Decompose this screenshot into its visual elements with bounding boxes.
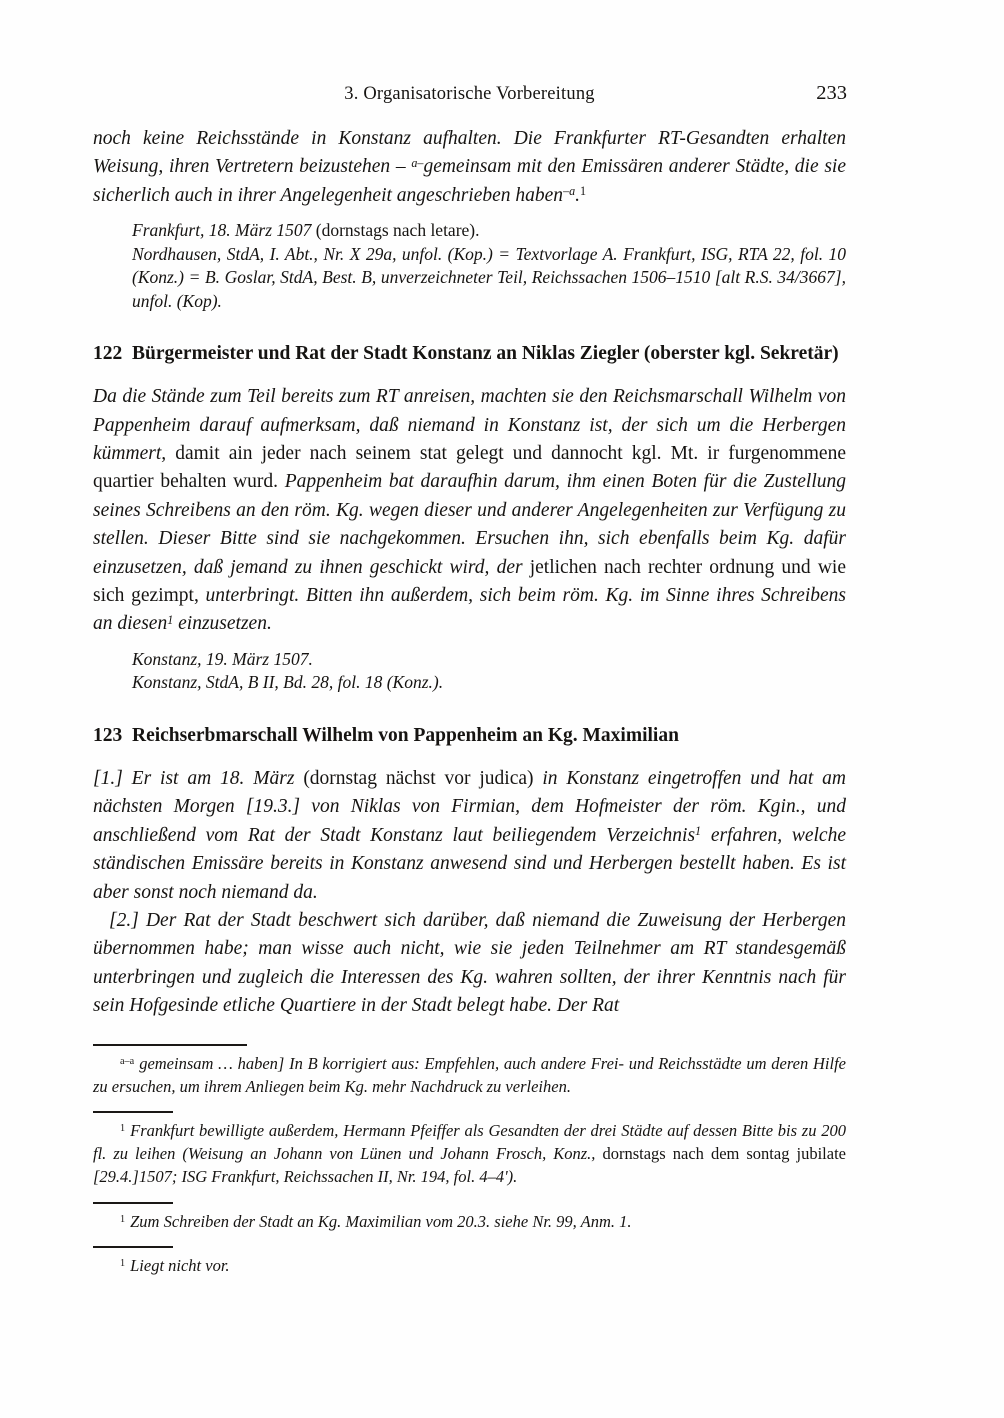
footnote-marker: 1 bbox=[120, 1123, 126, 1135]
entry-123-heading bbox=[93, 722, 846, 750]
entry-121-continuation-paragraph bbox=[93, 125, 846, 210]
footnote-marker: 1 bbox=[120, 1258, 126, 1270]
footnote-separator-rule bbox=[93, 1202, 173, 1204]
page-header bbox=[93, 84, 846, 110]
text-run: noch keine Reichsstände in Konstanz aufhalten. Die Frankfurter RT-Gesandten erhalten Weisung, ihren Vertretern beizustehen – bbox=[93, 128, 846, 178]
text-run: erfahren, welche ständischen Emissäre bereits in Konstanz anwesend sind und Herbergen bestellt haben. Es ist aber sonst noch niemand da. bbox=[93, 824, 846, 903]
variant-open-marker: a– bbox=[411, 155, 424, 170]
footnote-marker: 1 bbox=[580, 184, 587, 199]
entry-122-source-block bbox=[132, 648, 846, 695]
quoted-source-text: jetlichen nach rechter ordnung und wie sich gezimpt, bbox=[93, 556, 846, 607]
entry-title: Reichserbmarschall Wilhelm von Pappenheim an Kg. Maximilian bbox=[132, 724, 679, 746]
entry-number: 122 bbox=[93, 343, 123, 365]
footnote-separator-rule bbox=[93, 1246, 173, 1248]
entry-123-paragraph-1 bbox=[93, 765, 846, 907]
text-run: Liegt nicht vor. bbox=[130, 1255, 230, 1275]
entry-123-paragraph-2 bbox=[93, 907, 846, 1021]
entry-title: Bürgermeister und Rat der Stadt Konstanz an Niklas Ziegler (oberster kgl. Sekretär) bbox=[132, 343, 839, 365]
text-run: gemeinsam mit den Emissären anderer Städte, die sie sicherlich auch in ihrer Angelegenheit angeschrieben haben bbox=[93, 156, 847, 206]
footnote-separator-rule bbox=[93, 1111, 173, 1113]
text-block bbox=[93, 84, 846, 1290]
source-dateline bbox=[132, 219, 846, 243]
provenance-note: Konstanz, StdA, B II, Bd. 28, fol. 18 (Konz.). bbox=[132, 672, 444, 693]
text-run: Frankfurt bewilligte außerdem, Hermann Pfeiffer als Gesandten der drei Städte auf dessen Bitte bis zu 200 fl. zu leihen (Weisung an Johann von Lünen und Johann Frosch, Konz., bbox=[93, 1120, 846, 1164]
text-run: [2.] Der Rat der Stadt beschwert sich darüber, daß niemand die Zuweisung der Herbergen übernommen habe; man wisse auch nicht, wie sie jeden Teilnehmer am RT standesgemäß unterbringen und zugleich die Interessen des Kg. wahren sollten, der ihrer Kenntnis nach für sein Hofgesinde etliche Quartiere in der Stadt belegt habe. Der Rat bbox=[93, 909, 846, 1017]
footnote-marker: 1 bbox=[695, 824, 702, 839]
place-date: Frankfurt, 18. März 1507 bbox=[132, 220, 312, 241]
text-run: [29.4.]1507; ISG Frankfurt, Reichssachen II, Nr. 194, fol. 4–4'). bbox=[93, 1167, 518, 1187]
entry-number: 123 bbox=[93, 724, 123, 746]
variant-footnote-a bbox=[93, 1052, 846, 1098]
provenance-note: Nordhausen, StdA, I. Abt., Nr. X 29a, unfol. (Kop.) = Textvorlage A. Frankfurt, ISG, RTA 22, fol. 10 (Konz.) = B. Goslar, StdA, Best. B, unverzeichneter Teil, Reichssachen 1506–1510 [alt R.S. 34/3667], unfol. (Kop). bbox=[132, 243, 846, 311]
entry-121-source-block bbox=[132, 219, 846, 313]
text-run: Pappenheim bat daraufhin darum, ihm einen Boten für die Zustellung seines Schreibens an den röm. Kg. wegen dieser und anderer Angelegenheiten zur Verfügung zu stellen. Dieser Bitte sind sie nachgekommen. Ersuchen ihn, sich ebenfalls beim Kg. dafür einzusetzen, daß jemand zu ihnen geschickt wird, der bbox=[93, 471, 846, 578]
quoted-source-text: damit ain jeder nach seinem stat gelegt und dannocht kgl. Mt. ir furgenommene quartier behalten wurd. bbox=[93, 443, 846, 493]
footnote-marker: a–a bbox=[120, 1055, 135, 1067]
source-dateline: Konstanz, 19. März 1507. bbox=[132, 648, 313, 669]
footnote-123-1 bbox=[93, 1254, 846, 1277]
variant-close-marker: –a bbox=[563, 184, 576, 199]
entry-122-heading bbox=[93, 340, 846, 368]
footnote-121-1 bbox=[93, 1119, 846, 1189]
text-run: einzusetzen. bbox=[173, 613, 272, 635]
calendar-note: (dornstag nächst vor judica) bbox=[303, 767, 543, 789]
text-run: . bbox=[575, 184, 581, 206]
footnote-marker: 1 bbox=[167, 613, 174, 628]
footnote-apparatus bbox=[93, 1044, 846, 1277]
running-head: 3. Organisatorische Vorbereitung bbox=[344, 84, 595, 104]
text-run: gemeinsam … haben] In B korrigiert aus: Empfehlen, auch andere Frei- und Reichsstädte um deren Hilfe zu ersuchen, um ihrem Anliegen beim Kg. mehr Nachdruck zu verleihen. bbox=[93, 1053, 846, 1096]
text-run: unterbringt. Bitten ihn außerdem, sich beim röm. Kg. im Sinne ihres Schreibens an diesen bbox=[93, 585, 846, 635]
text-run: [1.] Er ist am 18. März bbox=[93, 767, 304, 789]
page-number: 233 bbox=[816, 82, 847, 104]
footnote-separator-rule bbox=[93, 1044, 247, 1046]
footnote-marker: 1 bbox=[120, 1213, 126, 1225]
footnote-122-1 bbox=[93, 1210, 846, 1233]
text-run: in Konstanz eingetroffen und hat am nächsten Morgen [19.3.] von Niklas von Firmian, dem Hofmeister der röm. Kgin., und anschließend vom Rat der Stadt Konstanz laut beiliegendem Verzeichnis bbox=[93, 767, 846, 846]
text-run: Da die Stände zum Teil bereits zum RT anreisen, machten sie den Reichsmarschall Wilhelm von Pappenheim darauf aufmerksam, daß niemand in Konstanz ist, der sich um die Herbergen kümmert, bbox=[93, 386, 846, 465]
calendar-note: (dornstags nach letare). bbox=[311, 220, 480, 241]
text-run: Zum Schreiben der Stadt an Kg. Maximilian vom 20.3. siehe Nr. 99, Anm. 1. bbox=[130, 1211, 632, 1231]
quoted-source-text: dornstags nach dem sontag jubilate bbox=[602, 1144, 846, 1164]
entry-122-paragraph bbox=[93, 383, 846, 639]
